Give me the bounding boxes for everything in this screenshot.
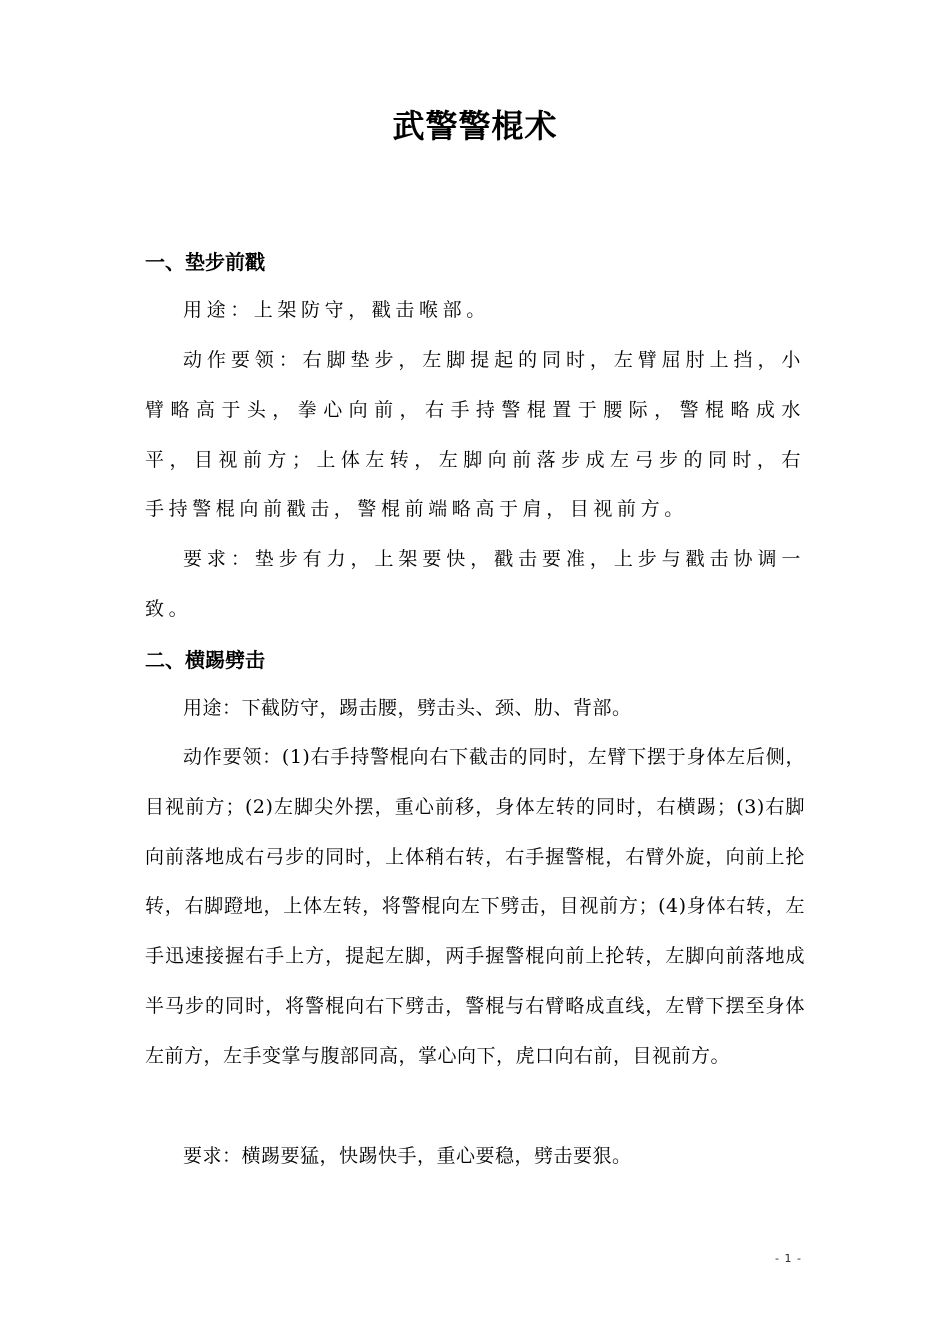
section-2-requirements: 要求：横踢要猛，快踢快手，重心要稳，劈击要狠。 — [183, 1145, 632, 1167]
document-title: 武警警棍术 — [392, 107, 558, 145]
section-1-usage: 用途：上架防守，戳击喉部。 — [183, 299, 490, 321]
section-heading-1: 一、垫步前戳 — [145, 250, 265, 274]
section-2-usage: 用途：下截防守，踢击腰，劈击头、颈、肋、背部。 — [183, 697, 632, 719]
page-number: - 1 - — [775, 1252, 802, 1265]
section-2-essentials: 动作要领：(1)右手持警棍向右下截击的同时，左臂下摆于身体左后侧，目视前方；(2)左脚尖外摆，重心前移，身体左转的同时，右横踢；(3)右脚向前落地成右弓步的同时，上体稍右转，右手握警棍，右臂外旋，向前上抡转，右脚蹬地，上体左转，将警棍向左下劈击，目视前方；(4)身体右转，左手迅速接握右手上方，提起左脚，两手握警棍向前上抡转，左脚向前落地成半马步的同时，将警棍向右下劈击，警棍与右臂略成直线，左臂下摆至身体左前方，左手变掌与腹部同高，掌心向下，虎口向右前，目视前方。 — [145, 746, 805, 1067]
section-heading-2: 二、横踢劈击 — [145, 648, 265, 672]
section-1-essentials: 动作要领：右脚垫步，左脚提起的同时，左臂屈肘上挡，小臂略高于头，拳心向前，右手持警棍置于腰际，警棍略成水平，目视前方；上体左转，左脚向前落步成左弓步的同时，右手持警棍向前戳击，警棍前端略高于肩，目视前方。 — [145, 349, 805, 521]
section-1-requirements: 要求：垫步有力，上架要快，戳击要准，上步与戳击协调一致。 — [145, 548, 805, 620]
